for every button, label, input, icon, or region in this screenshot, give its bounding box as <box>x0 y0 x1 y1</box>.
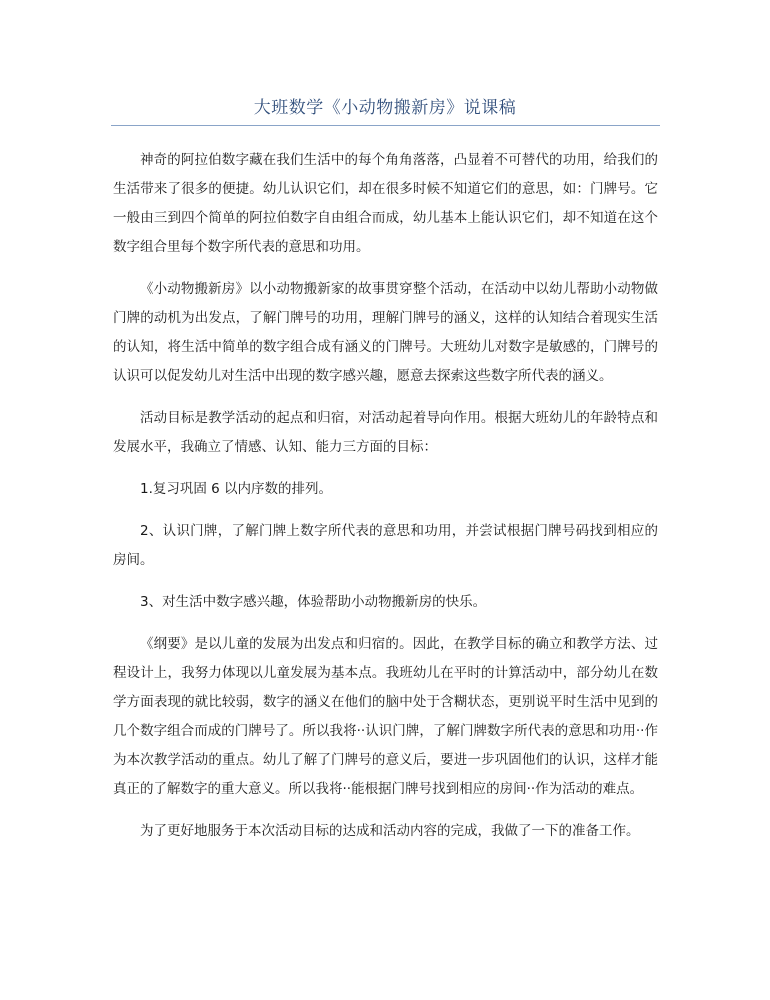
paragraph-preparation: 为了更好地服务于本次活动目标的达成和活动内容的完成，我做了一下的准备工作。 <box>140 823 640 839</box>
paragraph-key-points: 《纲要》是以儿童的发展为出发点和归宿的。因此，在教学目标的确立和教学方法、过程设计上，我努力体现以儿童发展为基本点。我班幼儿在平时的计算活动中，部分幼儿在数学方面表现的就比较弱，数字的涵义在他们的脑中处于含糊状态，更别说平时生活中见到的几个数字组合而成的门牌号了。所以我将··认识门牌，了解门牌数字所代表的意思和功用··作为本次教学活动的重点。幼儿了解了门牌号的意义后，要进一步巩固他们的认识，这样才能真正的了解数字的重大意义。所以我将··能根据门牌号找到相应的房间··作为活动的难点。 <box>113 636 658 797</box>
goal-item-1: 1.复习巩固 6 以内序数的排列。 <box>140 481 333 497</box>
goal-item-3: 3、对生活中数字感兴趣，体验帮助小动物搬新房的快乐。 <box>140 594 487 610</box>
document-body <box>113 146 658 859</box>
title-divider <box>111 125 660 126</box>
paragraph-goals-intro: 活动目标是教学活动的起点和归宿，对活动起着导向作用。根据大班幼儿的年龄特点和发展水平，我确立了情感、认知、能力三方面的目标： <box>113 410 658 455</box>
document-title: 大班数学《小动物搬新房》说课稿 <box>253 98 517 118</box>
paragraph-activity-overview: 《小动物搬新房》以小动物搬新家的故事贯穿整个活动，在活动中以幼儿帮助小动物做门牌的动机为出发点，了解门牌号的功用，理解门牌号的涵义，这样的认知结合着现实生活的认知，将生活中简单的数字组合成有涵义的门牌号。大班幼儿对数字是敏感的，门牌号的认识可以促发幼儿对生活中出现的数字感兴趣，愿意去探索这些数字所代表的涵义。 <box>113 281 658 384</box>
goal-item-2: 2、认识门牌，了解门牌上数字所代表的意思和功用，并尝试根据门牌号码找到相应的房间。 <box>113 523 658 568</box>
paragraph-intro: 神奇的阿拉伯数字藏在我们生活中的每个角角落落，凸显着不可替代的功用，给我们的生活带来了很多的便捷。幼儿认识它们，却在很多时候不知道它们的意思，如：门牌号。它一般由三到四个简单的阿拉伯数字自由组合而成，幼儿基本上能认识它们，却不知道在这个数字组合里每个数字所代表的意思和功用。 <box>113 152 658 255</box>
